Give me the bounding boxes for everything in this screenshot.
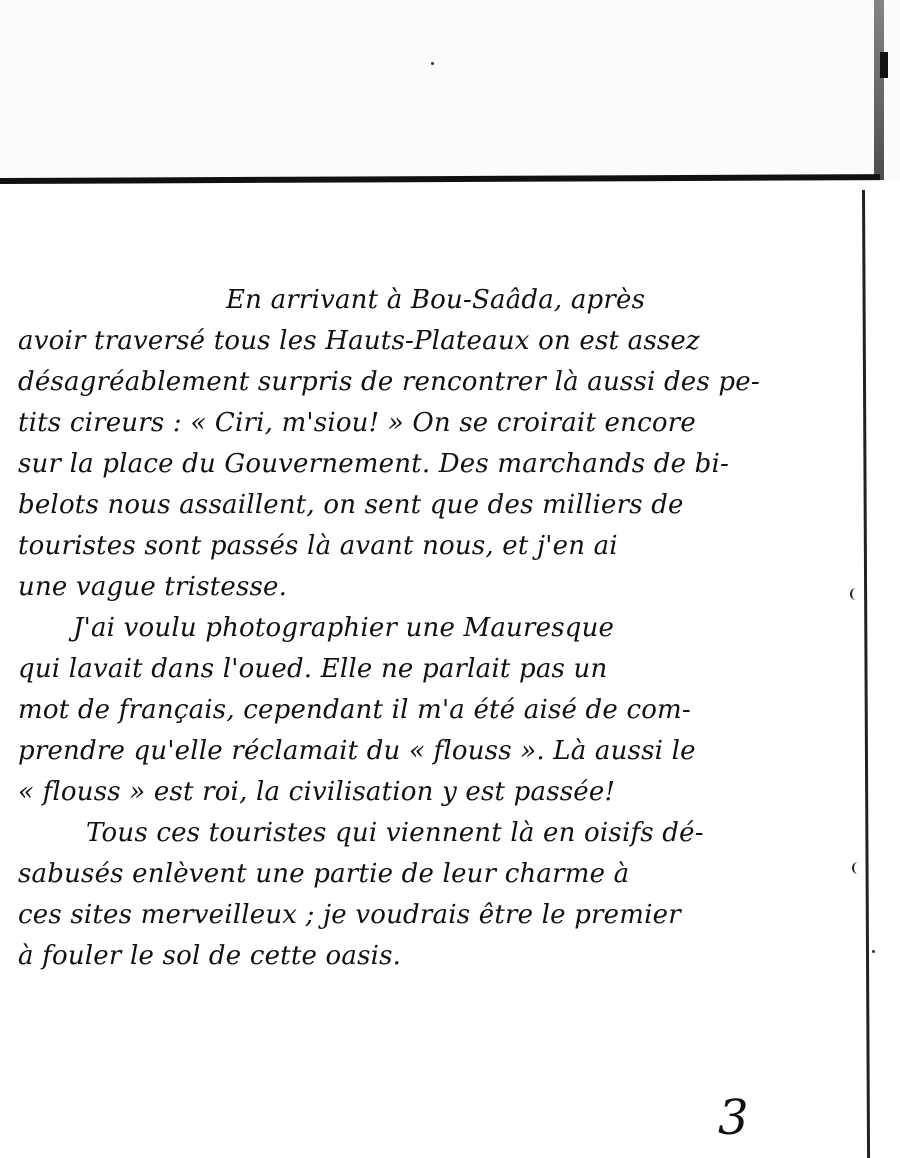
edge-notch: [850, 588, 860, 600]
text-line: ces sites merveilleux ; je voudrais être le premier: [18, 900, 681, 930]
edge-notch: [852, 862, 862, 874]
text-line: « flouss » est roi, la civilisation y est passée!: [18, 777, 616, 807]
binding-tab: [880, 52, 888, 78]
binding-shadow: [874, 0, 884, 180]
text-line: touristes sont passés là avant nous, et j'en ai: [18, 531, 618, 561]
text-line: avoir traversé tous les Hauts-Plateaux on est assez: [18, 326, 700, 356]
handwritten-text: [18, 280, 848, 977]
text-line: belots nous assaillent, on sent que des milliers de: [18, 490, 684, 520]
previous-page-strip: [0, 0, 900, 180]
speck: [431, 62, 434, 65]
text-line: sabusés enlèvent une partie de leur charme à: [18, 859, 630, 889]
text-line: sur la place du Gouvernement. Des marchands de bi-: [18, 449, 730, 479]
text-line: mot de français, cependant il m'a été aisé de com-: [18, 695, 691, 725]
page-number: 3: [718, 1090, 749, 1146]
text-line: à fouler le sol de cette oasis.: [18, 941, 402, 971]
text-line: J'ai voulu photographier une Mauresque: [73, 613, 615, 643]
text-line: tits cireurs : « Ciri, m'siou! » On se croirait encore: [18, 408, 696, 438]
page-right-edge: [862, 190, 870, 1158]
text-line: désagréablement surpris de rencontrer là aussi des pe-: [18, 367, 760, 397]
text-line: une vague tristesse.: [18, 572, 288, 602]
text-line: En arrivant à Bou-Saâda, après: [226, 285, 646, 315]
text-line: qui lavait dans l'oued. Elle ne parlait pas un: [18, 654, 608, 684]
speck: [872, 950, 875, 953]
text-line: Tous ces touristes qui viennent là en oisifs dé-: [86, 818, 704, 848]
text-line: prendre qu'elle réclamait du « flouss ». Là aussi le: [18, 736, 696, 766]
